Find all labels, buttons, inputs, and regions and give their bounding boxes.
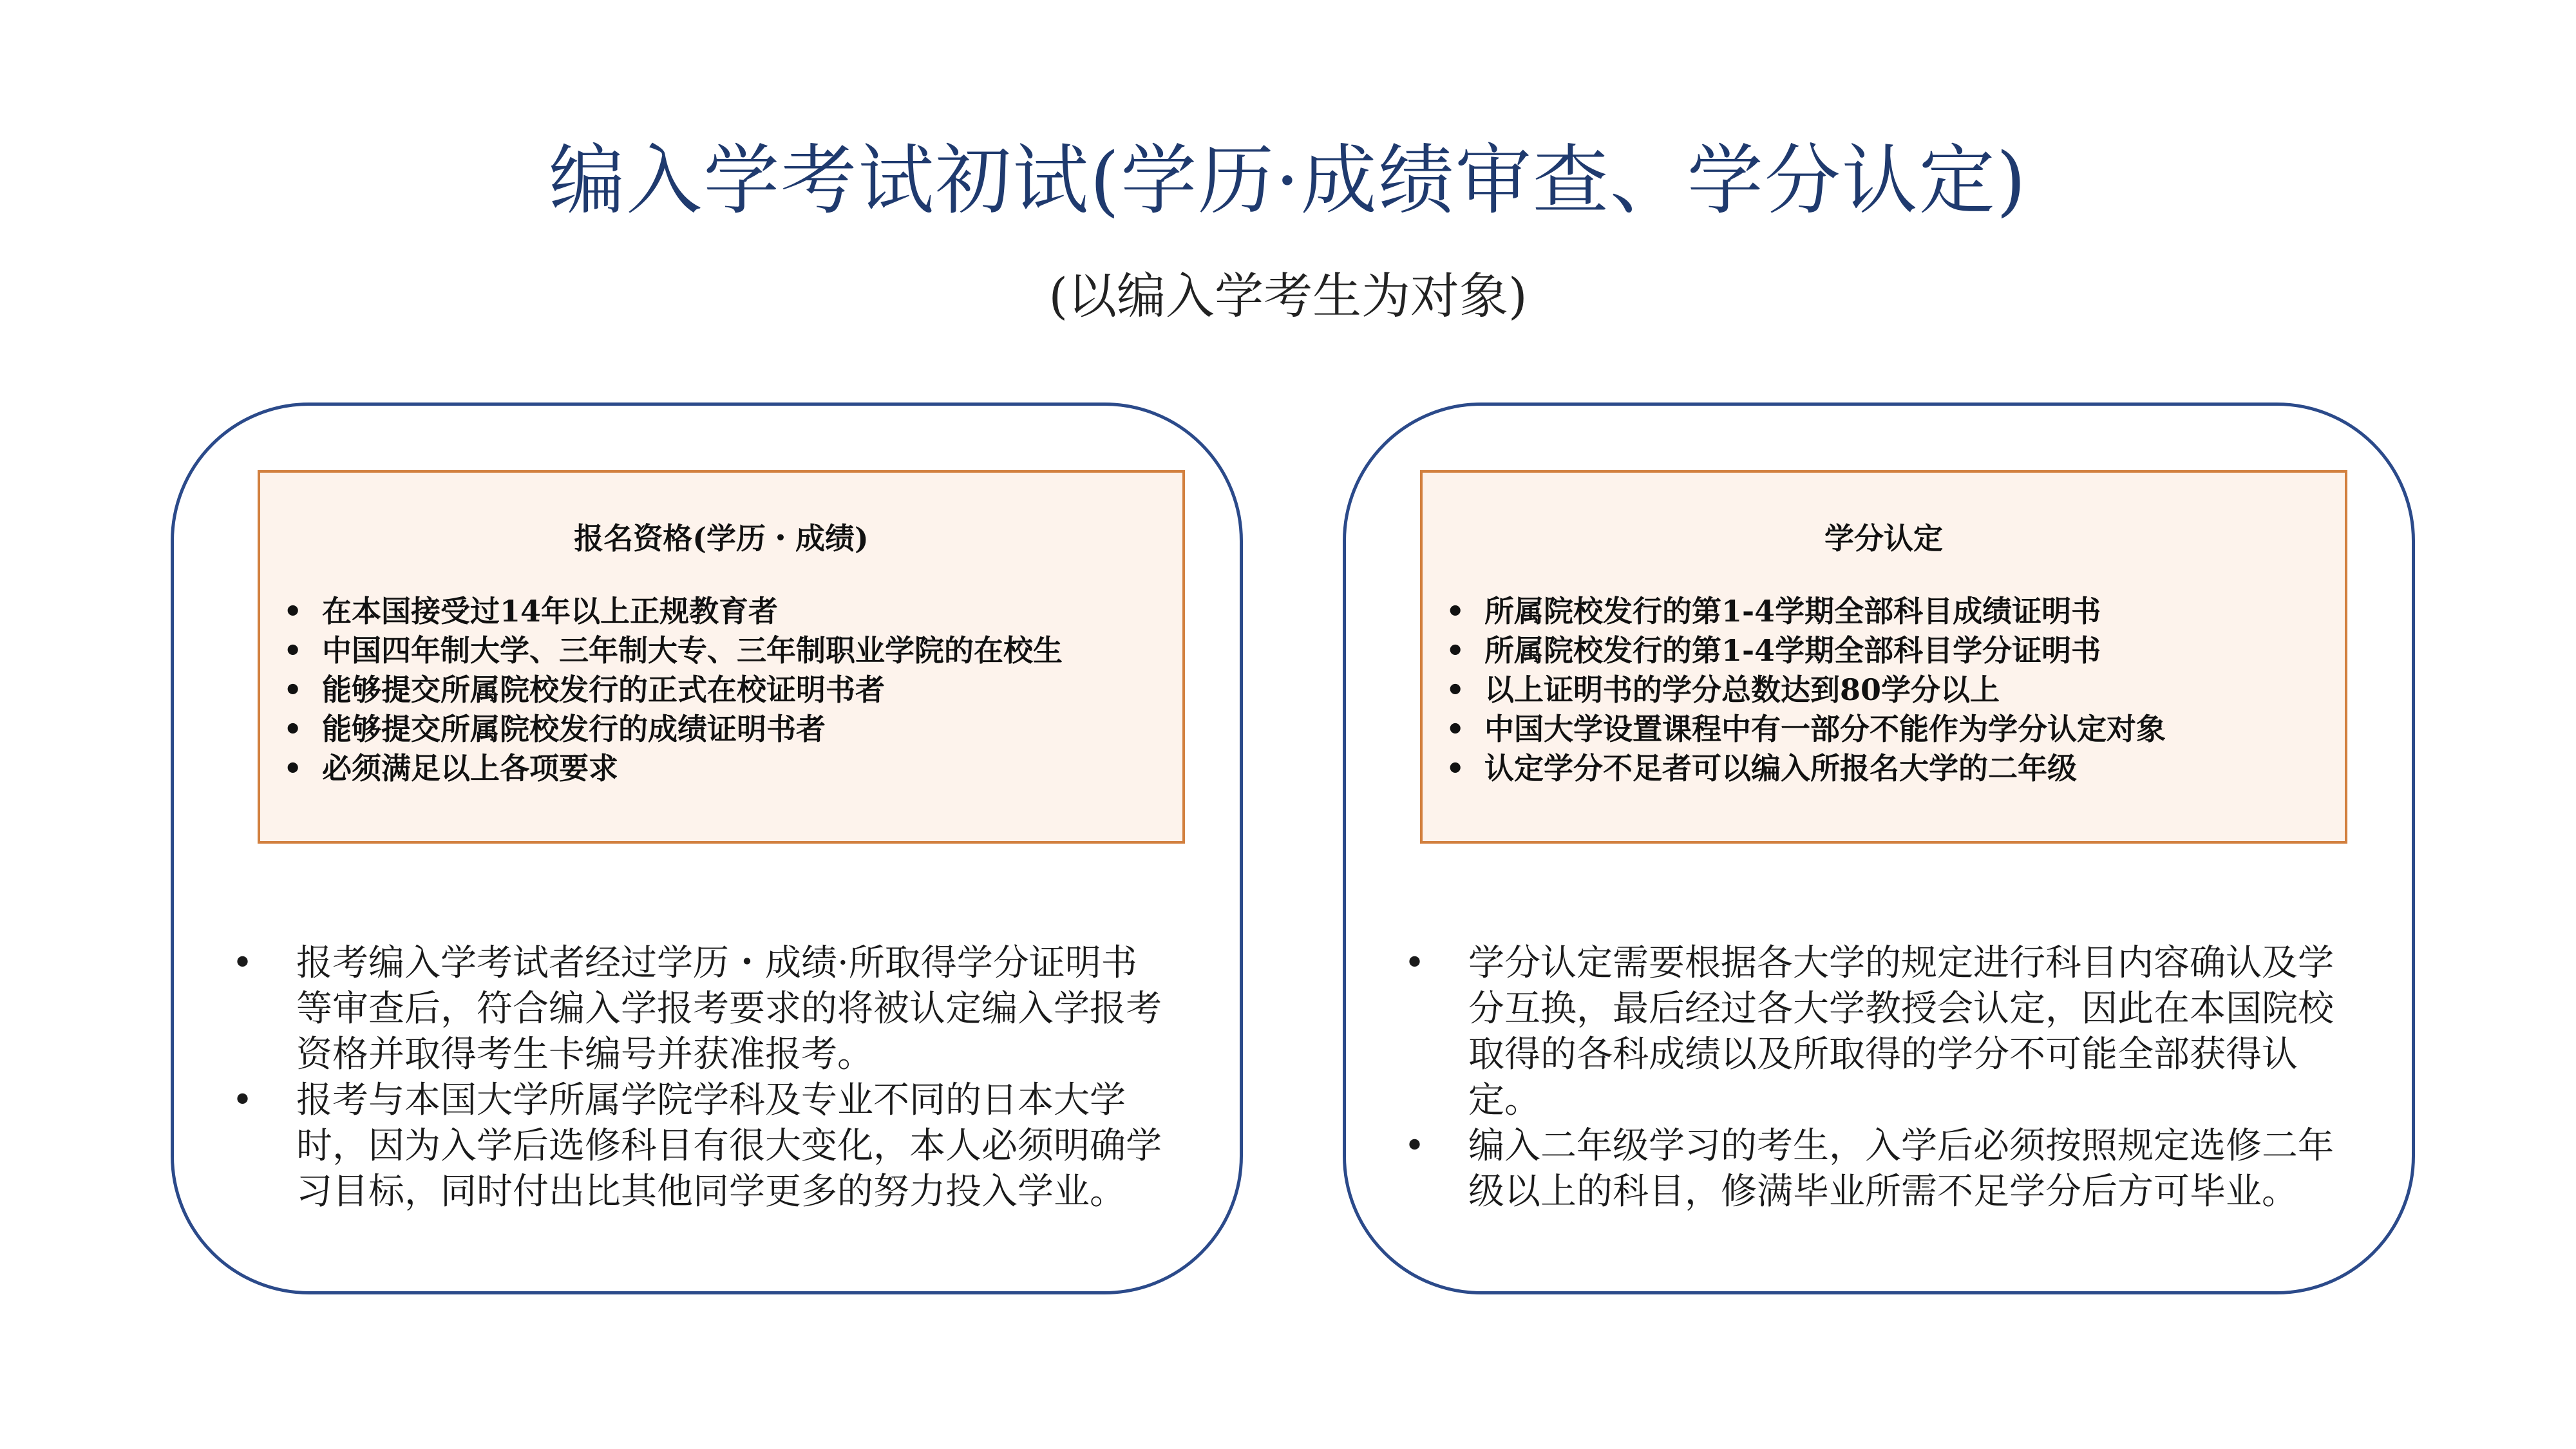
note-item — [1404, 940, 2338, 1123]
bullet-icon: • — [283, 751, 303, 786]
list-item-text: 所属院校发行的第1-4学期全部科目学分证明书 — [1484, 633, 2101, 668]
credit-notes — [1404, 940, 2338, 1215]
note-item — [232, 940, 1166, 1077]
list-item — [283, 592, 1063, 631]
bullet-icon: • — [1446, 712, 1465, 746]
list-item-text: 以上证明书的学分总数达到80学分以上 — [1484, 672, 2000, 707]
bullet-icon: • — [1446, 594, 1465, 629]
list-item — [1446, 670, 2166, 710]
list-item — [1446, 631, 2166, 670]
credit-requirements-box — [1420, 470, 2347, 844]
list-item-text: 能够提交所属院校发行的成绩证明书者 — [322, 712, 826, 746]
credit-recognition-panel — [1343, 402, 2415, 1294]
bullet-icon: • — [1446, 751, 1465, 786]
credit-requirements-list — [1446, 592, 2166, 788]
note-item — [1404, 1123, 2338, 1215]
bullet-icon: • — [1446, 672, 1465, 707]
list-item — [1446, 710, 2166, 749]
bullet-icon: • — [1404, 942, 1426, 984]
eligibility-requirements-list — [283, 592, 1063, 788]
note-text: 学分认定需要根据各大学的规定进行科目内容确认及学分互换，最后经过各大学教授会认定，因此在本国院校取得的各科成绩以及所取得的学分不可能全部获得认定。 — [1468, 942, 2334, 1121]
page-title: 编入学考试初试(学历·成绩审查、学分认定) — [549, 136, 2027, 225]
list-item-text: 中国大学设置课程中有一部分不能作为学分认定对象 — [1484, 712, 2166, 746]
list-item-text: 中国四年制大学、三年制大专、三年制职业学院的在校生 — [322, 633, 1063, 668]
eligibility-panel — [171, 402, 1243, 1294]
list-item-text: 能够提交所属院校发行的正式在校证明书者 — [322, 672, 885, 707]
bullet-icon: • — [283, 594, 303, 629]
list-item-text: 所属院校发行的第1-4学期全部科目成绩证明书 — [1484, 594, 2101, 629]
bullet-icon: • — [232, 1079, 254, 1121]
credit-box-title: 学分认定 — [1824, 521, 1943, 556]
bullet-icon: • — [283, 672, 303, 707]
list-item-text: 在本国接受过14年以上正规教育者 — [322, 594, 779, 629]
list-item-text: 必须满足以上各项要求 — [322, 751, 618, 786]
list-item — [283, 631, 1063, 670]
eligibility-box-title: 报名资格(学历・成绩) — [574, 521, 869, 556]
page-subtitle: (以编入学考生为对象) — [1048, 267, 1528, 325]
eligibility-notes — [232, 940, 1166, 1215]
bullet-icon: • — [1446, 633, 1465, 668]
note-text: 报考编入学考试者经过学历・成绩·所取得学分证明书等审查后，符合编入学报考要求的将被认定编入学报考资格并取得考生卡编号并获准报考。 — [296, 942, 1162, 1075]
note-text: 报考与本国大学所属学院学科及专业不同的日本大学时，因为入学后选修科目有很大变化，本人必须明确学习目标，同时付出比其他同学更多的努力投入学业。 — [296, 1079, 1162, 1213]
list-item-text: 认定学分不足者可以编入所报名大学的二年级 — [1484, 751, 2077, 786]
bullet-icon: • — [283, 712, 303, 746]
list-item — [283, 749, 1063, 788]
list-item — [1446, 592, 2166, 631]
list-item — [1446, 749, 2166, 788]
bullet-icon: • — [232, 942, 254, 984]
list-item — [283, 710, 1063, 749]
bullet-icon: • — [283, 633, 303, 668]
note-text: 编入二年级学习的考生，入学后必须按照规定选修二年级以上的科目，修满毕业所需不足学分后方可毕业。 — [1468, 1125, 2334, 1213]
note-item — [232, 1077, 1166, 1215]
bullet-icon: • — [1404, 1125, 1426, 1167]
eligibility-requirements-box — [258, 470, 1185, 844]
list-item — [283, 670, 1063, 710]
